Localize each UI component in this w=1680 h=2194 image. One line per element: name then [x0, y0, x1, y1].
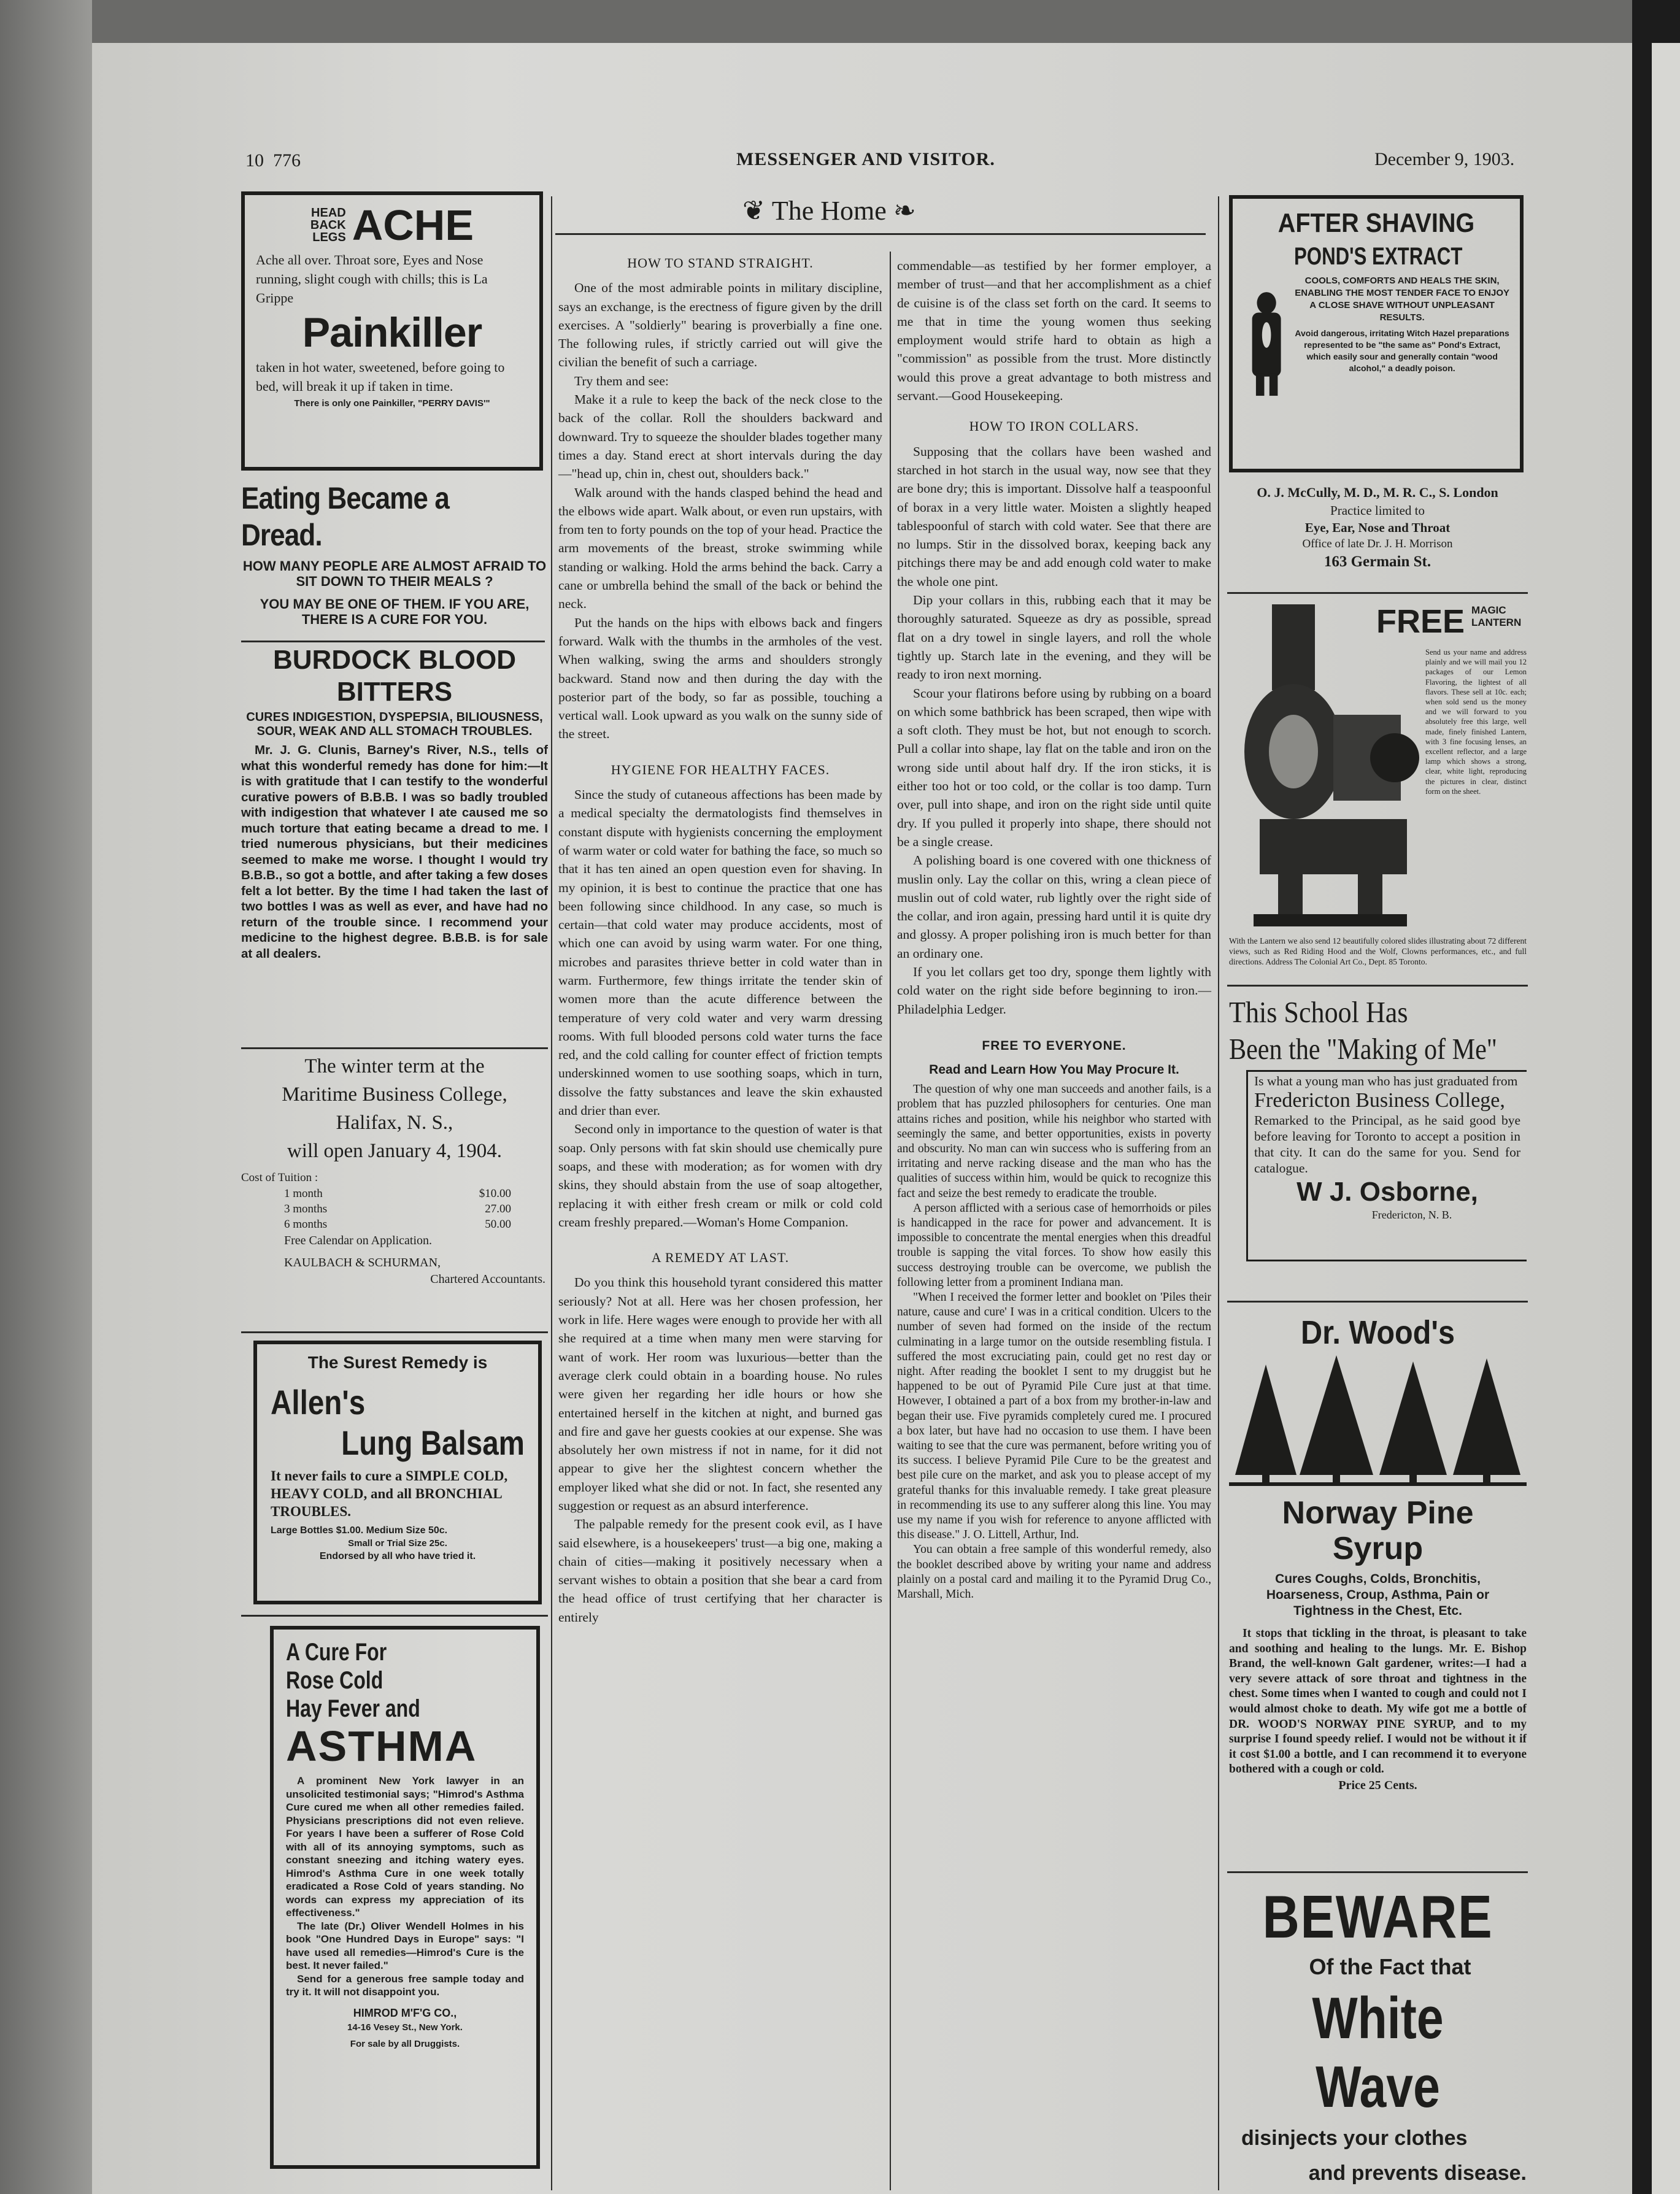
- mccully-line: Office of late Dr. J. H. Morrison: [1302, 537, 1453, 550]
- article-paragraph: If you let collars get too dry, sponge them lightly with cold water on the right side before beginning to iron.—Philadelphia Ledger.: [897, 964, 1211, 1017]
- fred-school: Fredericton Business College,: [1254, 1089, 1505, 1112]
- asthma-l4: ASTHMA: [286, 1722, 477, 1770]
- column-rule: [1218, 196, 1219, 2190]
- ponds-brand: POND'S EXTRACT: [1294, 243, 1463, 270]
- middle-column: [558, 252, 882, 1626]
- allens-name: Allen's: [271, 1383, 366, 1422]
- beware-fact: Of the Fact that: [1309, 1954, 1471, 1979]
- article-title: A REMEDY AT LAST.: [651, 1250, 790, 1266]
- mccully-card: [1227, 483, 1528, 588]
- college-line: The winter term at the: [304, 1055, 485, 1077]
- tuition-row: 1 month $10.00: [284, 1187, 511, 1200]
- norway-cures: Cures Coughs, Colds, Bronchitis, Hoarseness, Croup, Asthma, Pain or Tightness in the Chest, Etc.: [1266, 1572, 1490, 1618]
- adjacent-page-strip: [1652, 43, 1680, 2194]
- article-paragraph: Put the hands on the hips with elbows back and fingers forward. Walk with the thumbs in the armholes of the vest. When walking, swing the arms and shoulders strongly backward. Stand now and then during the day with the posterior part of the body, so far as possible, touching a vertical wall. Look upward as you walk on the sunny side of the street.: [558, 615, 882, 742]
- college-line: Maritime Business College,: [282, 1084, 507, 1106]
- divider: [1227, 985, 1528, 987]
- ache-painkiller-ad: [241, 191, 543, 471]
- calendar-note: Free Calendar on Application.: [284, 1234, 433, 1247]
- divider: [1227, 1871, 1528, 1873]
- divider: [241, 1047, 548, 1049]
- fred-signer: W J. Osborne,: [1297, 1177, 1478, 1207]
- fred-l2: Been the "Making of Me": [1229, 1032, 1497, 1066]
- maritime-college-ad: [241, 1052, 548, 1328]
- asthma-holmes: The late (Dr.) Oliver Wendell Holmes in his book "One Hundred Days in Europe" says: "I have used all remedies—Himrod's Cure is the best. It never failed.": [286, 1920, 524, 1971]
- asthma-body: A prominent New York lawyer in an unsolicited testimonial says; "Himrod's Asthma Cure cured me when all other remedies failed. Physicians prescriptions did not even relieve. For years I have been a sufferer of Rose Cold with all of its annoying symptoms, such as constant sneezing and itching watery eyes. Himrod's Asthma Cure in one week totally eradicated a Rose Cold of years standing. No words can express my appreciation of its effectiveness.": [286, 1775, 524, 1919]
- himrod-company: HIMROD M'F'G CO.,: [353, 2006, 457, 2019]
- masthead: MESSENGER AND VISITOR.: [736, 149, 995, 169]
- bbb-testimonial: Mr. J. G. Clunis, Barney's River, N.S., tells of what this wonderful remedy has done for him:—It is with gratitude that I can testify to the wonderful curative powers of B.B.B. I was so badly troubled with indigestion that whatever I ate caused me so much torture that eating became a dread to me. I tried numerous physicians, but their medicines seemed to make me worse. I thought I would try B.B.B., so got a bottle, and after taking a few doses felt a lot better. By the time I had taken the last of two bottles I was as well as ever, and have had no return of the trouble since. I recommend your medicine to the highest degree. B.B.B. is for sale at all dealers.: [241, 743, 548, 961]
- article-subtitle: Read and Learn How You May Procure It.: [929, 1063, 1179, 1077]
- painkiller-usage: taken in hot water, sweetened, before going to bed, will break it up if taken in time.: [256, 360, 505, 394]
- painkiller-tagline: There is only one Painkiller, "PERRY DAVIS'": [294, 398, 490, 409]
- tuition-row: 3 months 27.00: [284, 1203, 511, 1215]
- article-paragraph: Since the study of cutaneous affections has been made by a medical specialty the dermatologists find themselves in constant dispute with hygienists concerning the employment of warm water or cold water for bathing the face, so much so that it has ten ained an open question even for shaving. In my opinion, it is best to continue the practice that one has been following since childhood. In any case, so much is certain—that cold water may produce accidents, most of which one can avoid by using warm water. For one thing, microbes and parasites thrieve better in cold water than in warm. Furthermore, few things irritate the tender skin of women more than the acute difference between the temperature of very cold water and very warm dressing rooms. With full blooded persons cold water turns the face red, and the cold calling for counter effect of friction tempts underskinned women to use soothing soaps, which in turn, dissolve the fatty substances and leave the skin exhausted and drier than ever.: [558, 787, 882, 1118]
- ache-body: Ache all over. Throat sore, Eyes and Nose running, slight cough with chills; this is La Grippe: [256, 252, 488, 306]
- allens-top: The Surest Remedy is: [307, 1353, 488, 1372]
- norway-title: Dr. Wood's: [1301, 1314, 1455, 1351]
- article-paragraph: Do you think this household tyrant considered this matter seriously? Not at all. Here was her chosen profession, her work in life. Here wages were enough to provide her with all she required at a time when many men were starving for want of work. Her room was luxurious—better than the average clerk could obtain in a boarding house. No rules were given her regarding her idle hours or how she entertained herself in the kitchen at night, and burned gas and fire and gave her guests cookies at our expense. She was absolutely her own mistress if not in name, for it did not appear to give her the slightest concern whether the employer liked what she did or not. In fact, she resented any suggestion or request as an absurd interference.: [558, 1275, 882, 1513]
- bbb-sub1: HOW MANY PEOPLE ARE ALMOST AFRAID TO SIT DOWN TO THEIR MEALS ?: [242, 558, 547, 589]
- firm-title: Chartered Accountants.: [430, 1272, 545, 1286]
- tuition-row: 6 months 50.00: [284, 1218, 511, 1231]
- article-title: HYGIENE FOR HEALTHY FACES.: [611, 761, 830, 777]
- ache-small-words: HEAD BACK LEGS: [310, 206, 346, 244]
- article-paragraph: One of the most admirable points in military discipline, says an exchange, is the erectness of figure given by the drill exercises. A "soldierly" bearing is proverbially a fine one. The following rules, if strictly carried out will give the civilian the benefit of such a carriage.: [558, 280, 882, 370]
- article-paragraph: Supposing that the collars have been washed and starched in hot starch in the usual way, now see that they are bone dry; this is important. Dissolve half a teaspoonful of borax in a very little water. Moisten a slightly heaped tablespoonful of starch with cold water. See that there are no lumps. Stir in the dissolved borax, keeping back any pitchings there may be and add enough cold water to make the whole one pint.: [897, 444, 1211, 589]
- white-wave-ad: [1229, 1884, 1527, 2190]
- fred-l1: This School Has: [1229, 995, 1408, 1029]
- article-paragraph: A person afflicted with a serious case of hemorrhoids or piles is handicapped in the race for power and advancement. It is impossible to concentrate the mental energies when this dreadful trouble is sapping the vital forces. To show how easily this success destroying trouble can be overcome, we publish the following letter from a prominent Indiana man.: [897, 1201, 1211, 1289]
- bbb-sub2: YOU MAY BE ONE OF THEM. IF YOU ARE, THERE IS A CURE FOR YOU.: [260, 596, 530, 627]
- column-rule: [890, 252, 891, 2190]
- article-title: HOW TO IRON COLLARS.: [969, 418, 1139, 434]
- article-paragraph: You can obtain a free sample of this wonderful remedy, also the booklet described above by writing your name and address plainly on a postal card and mailing it to the Pyramid Drug Co., Marshall, Mich.: [897, 1543, 1211, 1601]
- allens-lung-balsam-ad: [253, 1341, 542, 1604]
- issue-date: December 9, 1903.: [1374, 149, 1515, 169]
- fredericton-college-ad: [1229, 994, 1527, 1295]
- asthma-l2: Rose Cold: [286, 1667, 383, 1694]
- magic-lantern-ad: [1229, 598, 1527, 982]
- white-wave-brand: White Wave: [1312, 1985, 1444, 2120]
- beware-headline: BEWARE: [1262, 1883, 1493, 1950]
- magic-lantern-icon: [1241, 604, 1419, 936]
- divider: [1227, 592, 1528, 594]
- divider: [241, 1615, 548, 1617]
- pine-trees-icon: [1229, 1352, 1527, 1487]
- mccully-line: Eye, Ear, Nose and Throat: [1304, 520, 1451, 535]
- norway-name1: Norway Pine: [1282, 1495, 1474, 1531]
- mccully-line: Practice limited to: [1330, 503, 1425, 518]
- header-rule: [555, 233, 1206, 235]
- bbb-ad: [241, 480, 548, 961]
- ponds-headline: AFTER SHAVING: [1277, 208, 1475, 238]
- ponds-body: COOLS, COMFORTS AND HEALS THE SKIN, ENABLING THE MOST TENDER FACE TO ENJOY A CLOSE SHAVE WITHOUT UNPLEASANT RESULTS.: [1295, 275, 1509, 323]
- article-paragraph: Try them and see:: [574, 373, 669, 388]
- painkiller-brand: Painkiller: [302, 309, 482, 356]
- allens-small: Small or Trial Size 25c.: [348, 1538, 447, 1549]
- asthma-l3: Hay Fever and: [286, 1695, 420, 1722]
- asthma-l1: A Cure For: [286, 1639, 387, 1666]
- section-title: ❦ The Home ❧: [742, 196, 916, 226]
- shaving-man-icon: [1243, 242, 1290, 444]
- ache-headline: ACHE: [352, 201, 474, 249]
- article-title: HOW TO STAND STRAIGHT.: [627, 255, 814, 271]
- bbb-cures: CURES INDIGESTION, DYSPEPSIA, BILIOUSNESS, SOUR, WEAK AND ALL STOMACH TROUBLES.: [246, 710, 543, 738]
- norway-pine-ad: [1229, 1313, 1527, 1914]
- divider: [241, 641, 545, 642]
- ponds-extract-ad: [1229, 195, 1524, 472]
- norway-body: It stops that tickling in the throat, is pleasant to take and soothing and healing to the lungs. Mr. E. Bishop Brand, the well-known Galt gardener, writes:—I had a very severe attack of sore throat and tightness in the chest. Some times when I wanted to cough and could not I would almost choke to death. My wife got me a bottle of DR. WOOD'S NORWAY PINE SYRUP, and to my surprise I found speedy relief. I would not be without it if it cost $1.00 a bottle, and I can recommend it to everyone bothered with a cough or cold.: [1229, 1627, 1527, 1776]
- lantern-free: FREE: [1376, 603, 1465, 640]
- article-paragraph: The question of why one man succeeds and another fails, is a problem that has puzzled philosophers for centuries. One man attains riches and position, while his neighbor who started with seemingly the same, and better opportunities, exists in poverty and obscurity. No man can win success who is suffering from an irritating and nerve racking disease and the man who has the qualities of success within him, would be quick to recognize this fact and seize the best remedy to eradicate the trouble.: [897, 1083, 1211, 1200]
- allens-endorsed: Endorsed by all who have tried it.: [319, 1551, 476, 1561]
- allens-sizes: Large Bottles $1.00. Medium Size 50c.: [271, 1525, 448, 1536]
- article-paragraph: Make it a rule to keep the back of the neck close to the back of the collar. Roll the shoulders backward and downward. Try to squeeze the shoulder blades together many times a day. Stand erect at short intervals during the day—"head up, chin in, chest out, shoulders back.": [558, 392, 882, 482]
- allens-body: It never fails to cure a SIMPLE COLD, HEAVY COLD, and all BRONCHIAL TROUBLES.: [271, 1468, 508, 1519]
- scan-top-edge: [0, 0, 1680, 43]
- fred-body2: Remarked to the Principal, as he said good bye before leaving for Toronto to accept a position in that city. It can do the same for you. Send for catalogue.: [1254, 1113, 1520, 1176]
- white-wave-disinfects: disinjects your clothes: [1241, 2127, 1468, 2150]
- lantern-title: MAGIC LANTERN: [1471, 604, 1522, 628]
- college-line: will open January 4, 1904.: [287, 1140, 503, 1162]
- lung-balsam-name: Lung Balsam: [341, 1423, 525, 1462]
- himrod-asthma-ad: [270, 1626, 540, 2169]
- bbb-headline: Eating Became a Dread.: [241, 481, 449, 552]
- article-paragraph: Dip your collars in this, rubbing each that it may be thoroughly saturated. Squeeze as dry as possible, spread flat on a dry towel in single layers, and roll the whole tightly up. Starch late in the evening, and they will be ready to iron next morning.: [897, 593, 1211, 682]
- fred-body1: Is what a young man who has just graduated from: [1254, 1074, 1518, 1088]
- article-title: FREE TO EVERYONE.: [982, 1038, 1127, 1053]
- article-paragraph: Walk around with the hands clasped behind the head and the elbows wide apart. Walk about, or even run upstairs, with from ten to forty pounds on the top of your head. Practice the arm movements of the breast, stroke swimming while standing or walking. Hold the arms behind the back. Carry a cane or umbrella behind the small of the back or behind the neck.: [558, 485, 882, 612]
- mccully-name: O. J. McCully, M. D., M. R. C., S. London: [1257, 485, 1498, 500]
- third-column: [897, 256, 1211, 1602]
- article-paragraph: commendable—as testified by her former employer, a member of trust—and that her accomplishment as a chief de cuisine is of the class set forth on the card. It seems to me that in time the young women thus seeking employment would strife hard to obtain as high a "commission" as possible from the trust. More distinctly would this prove a great advantage to both mistress and servant.—Good Housekeeping.: [897, 258, 1211, 404]
- norway-name2: Syrup: [1332, 1531, 1424, 1566]
- page-number: 10 776: [245, 150, 301, 171]
- fleuron-icon: ❧: [886, 196, 916, 226]
- ponds-warning: Avoid dangerous, irritating Witch Hazel preparations represented to be "the same as" Pond's Extract, which easily sour and generally contain "wood alcohol," a deadly poison.: [1295, 328, 1509, 373]
- article-paragraph: Second only in importance to the question of water is that soap. Only persons with fat skin should use chemically pure soaps, and these with moderation; as for women with dry skins, they should abstain from the use of soap altogether, replacing it with either fresh cream or milk or cold cold cream freshly prepared.—Woman's Home Companion.: [558, 1122, 882, 1230]
- bbb-brand: BURDOCK BLOOD BITTERS: [273, 645, 516, 707]
- divider: [241, 1331, 548, 1333]
- college-line: Halifax, N. S.,: [336, 1112, 453, 1134]
- himrod-sale: For sale by all Druggists.: [350, 2038, 460, 2049]
- mccully-line: 163 Germain St.: [1324, 553, 1431, 570]
- lantern-bottom: With the Lantern we also send 12 beautifully colored slides illustrating about 72 different views, such as Red Riding Hood and the Wolf, Clowns performances, etc., and full directions. Address The Colonial Art Co., Dept. 85 Toronto.: [1229, 936, 1527, 966]
- himrod-address: 14-16 Vesey St., New York.: [347, 2022, 463, 2033]
- article-paragraph: "When I received the former letter and booklet on 'Piles their nature, cause and cure' I was in a critical condition. Ulcers to the number of seven had formed on the inside of the rectum culminating in a large tumor on the outside resembling fistula. I suffered the most excruciating pain, could get no rest day or night. After reading the booklet I sent to my druggist but he happened to be out of Pyramid Pile Cure just at that time. However, I obtained a part of a box from my brother-in-law and began their use. Five pyramids completely cured me. I procured a box later, but have had no occasion to use them. I have been waiting to see that the cure was permanent, before writing you of its success. I believe Pyramid Pile Cure to be the greatest and best pile cure on the market, and ask you to please accept of my grateful thanks for this invaluable remedy. I take great pleasure in recommending its use to any sufferer along this line. You may use my name if you wish for reference to anyone afflicted with this disease." J. O. Littell, Arthur, Ind.: [897, 1291, 1211, 1542]
- tuition-label: Cost of Tuition :: [241, 1171, 318, 1184]
- white-wave-prevents: and prevents disease.: [1308, 2161, 1527, 2185]
- asthma-send: Send for a generous free sample today and try it. It will not disappoint you.: [286, 1973, 524, 1998]
- scan-left-edge: [0, 0, 92, 2194]
- fred-place: Fredericton, N. B.: [1371, 1209, 1452, 1221]
- column-rule: [551, 196, 552, 2190]
- article-paragraph: The palpable remedy for the present cook evil, as I have said elsewhere, is a housekeepers' trust—a big one, making a chain of cities—making it positively necessary when a servant wishes to obtain a position that she bear a card from the head office of trust certifying that her character is entirely: [558, 1517, 882, 1625]
- article-paragraph: Scour your flatirons before using by rubbing on a board on which some bathbrick has been scraped, then wipe with a soft cloth. They must be hot, but not enough to scorch. Pull a collar into shape, lay flat on the table and iron on the wrong side until about half dry. If the iron sticks, it is either too hot or too cold, or the collar is too damp. Turn over, pull into shape, and iron on the right side until quite dry. If you pulled it properly into shape, there should not be a single crease.: [897, 685, 1211, 849]
- article-paragraph: A polishing board is one covered with one thickness of muslin only. Lay the collar on this, wring a clean piece of muslin out of cold water, rub lightly over the right side of the collar, and iron again, pressing hard until it is quite dry and glossy. A proper polishing iron is much better for than an ordinary one.: [897, 853, 1211, 961]
- firm-name: KAULBACH & SCHURMAN,: [284, 1256, 441, 1269]
- fleuron-icon: ❦: [742, 196, 772, 226]
- norway-price: Price 25 Cents.: [1338, 1778, 1417, 1792]
- lantern-text: Send us your name and address plainly and we will mail you 12 packages of our Lemon Flavoring, the lightest of all flavors. These sell at 10c. each; when sold send us the money and we will forward to you absolutely free this large, well made, finely finished Lantern, with 3 fine focusing lenses, an excellent reflector, and a large lamp which shows a strong, clear, white light, reproducing the pictures in clear, distinct form on the sheet.: [1425, 648, 1527, 796]
- divider: [1227, 1301, 1528, 1303]
